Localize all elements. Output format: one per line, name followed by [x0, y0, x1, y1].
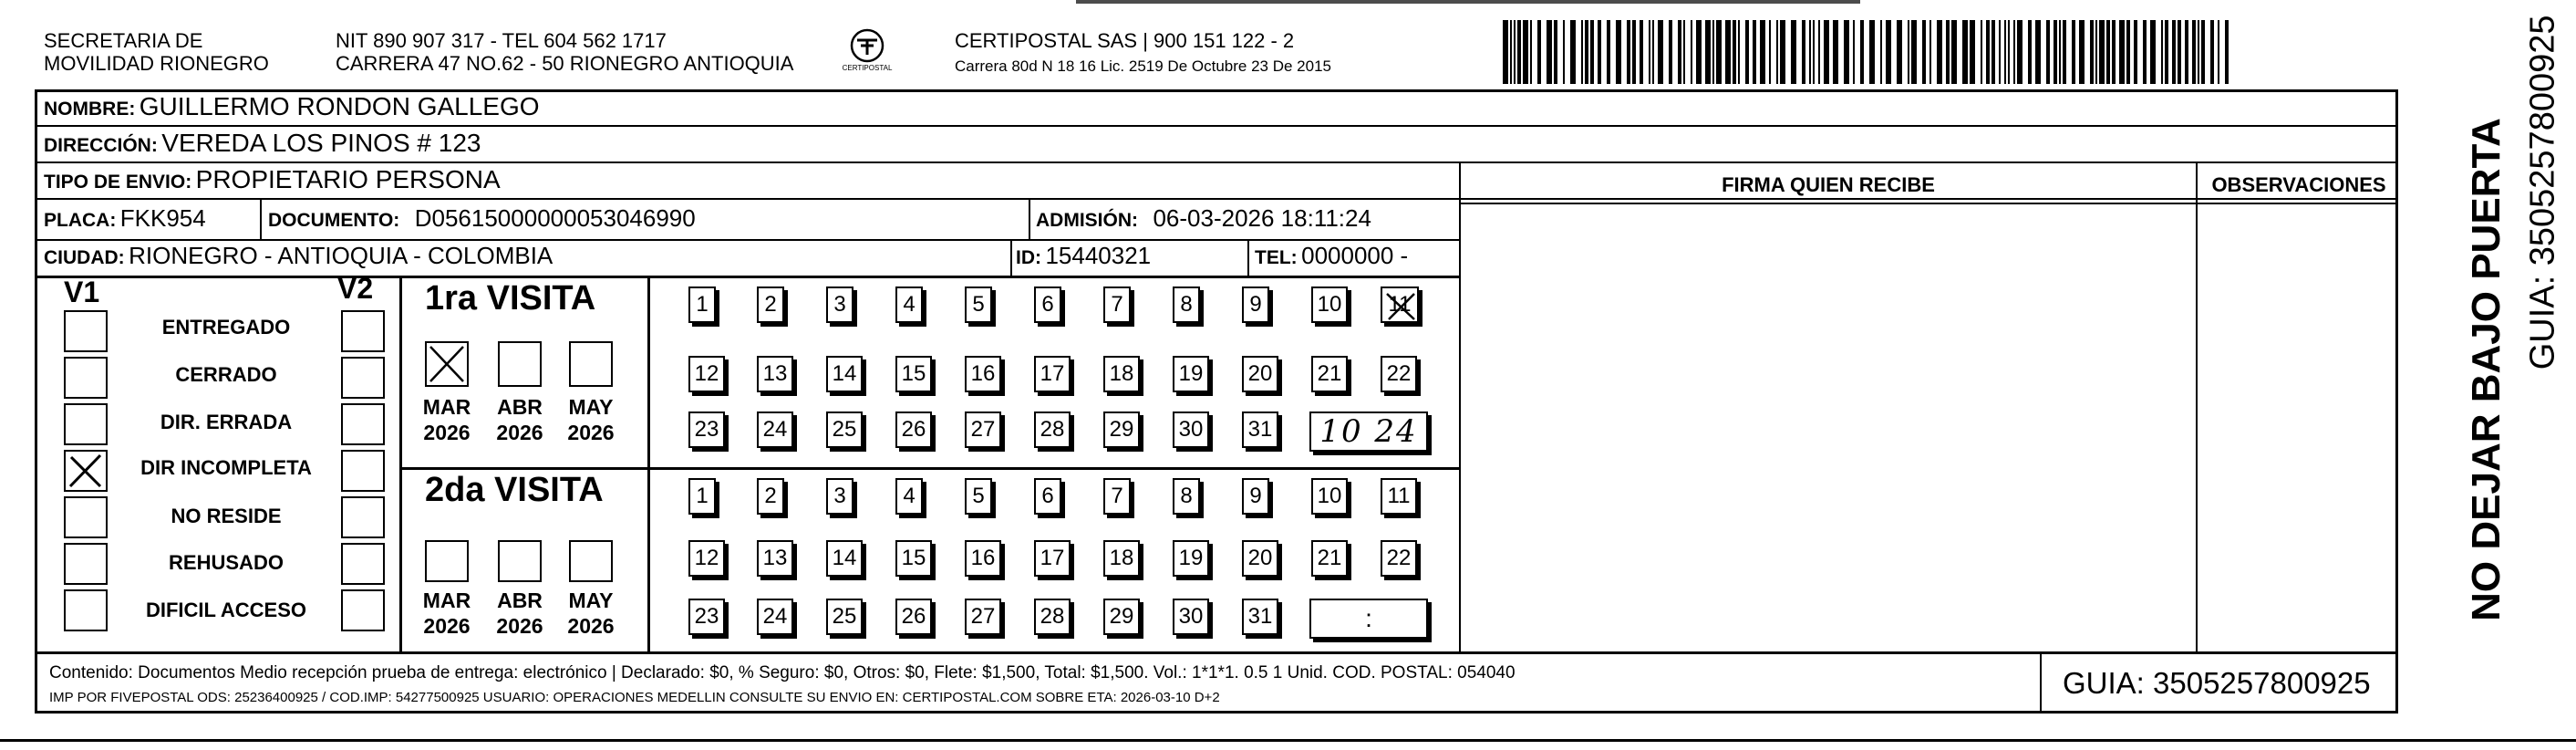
- document-label: DOCUMENTO:: [268, 210, 400, 231]
- second-visit-day-30[interactable]: 30: [1173, 599, 1209, 635]
- bottom-edge: [0, 739, 2576, 742]
- id-label: ID:: [1016, 247, 1041, 268]
- first-visit-day-8[interactable]: 8: [1173, 286, 1200, 323]
- second-visit-day-3[interactable]: 3: [826, 478, 853, 515]
- first-visit-day-17[interactable]: 17: [1034, 356, 1071, 392]
- observations-area[interactable]: [2198, 204, 2396, 650]
- first-visit-day-30[interactable]: 30: [1173, 411, 1209, 448]
- v1-checkbox-dificil-acceso[interactable]: [64, 589, 108, 631]
- first-visit-day-1[interactable]: 1: [688, 286, 716, 323]
- first-visit-day-2[interactable]: 2: [757, 286, 784, 323]
- first-visit-title: 1ra VISITA: [425, 279, 596, 318]
- name-row: [44, 92, 540, 121]
- second-visit-day-10[interactable]: 10: [1311, 478, 1348, 515]
- document-value: D05615000000053046990: [414, 204, 696, 232]
- first-visit-day-3[interactable]: 3: [826, 286, 853, 323]
- admission-label: ADMISIÓN:: [1036, 210, 1138, 231]
- first-visit-day-25[interactable]: 25: [826, 411, 863, 448]
- first-visit-day-24[interactable]: 24: [757, 411, 793, 448]
- first-visit-day-20[interactable]: 20: [1242, 356, 1278, 392]
- v2-checkbox-rehusado[interactable]: [341, 543, 385, 585]
- second-visit-day-9[interactable]: 9: [1242, 478, 1269, 515]
- id-value: 15440321: [1045, 242, 1152, 269]
- first-visit-day-12[interactable]: 12: [688, 356, 725, 392]
- second-visit-title: 2da VISITA: [425, 471, 604, 509]
- v2-label: V2: [337, 272, 374, 305]
- second-visit-day-7[interactable]: 7: [1103, 478, 1131, 515]
- second-visit-day-2[interactable]: 2: [757, 478, 784, 515]
- id-field: [1016, 242, 1151, 270]
- plate-label: PLACA:: [44, 210, 117, 231]
- top-edge-marks: [1076, 0, 1860, 4]
- status-label-rehusado: REHUSADO: [169, 551, 284, 574]
- first-visit-month-mar-checkbox[interactable]: [425, 341, 469, 387]
- city-value: RIONEGRO - ANTIOQUIA - COLOMBIA: [129, 242, 553, 269]
- v2-checkbox-dir-errada[interactable]: [341, 403, 385, 445]
- first-visit-day-18[interactable]: 18: [1103, 356, 1140, 392]
- v2-checkbox-dificil-acceso[interactable]: [341, 589, 385, 631]
- first-visit-day-21[interactable]: 21: [1311, 356, 1348, 392]
- first-visit-time-field[interactable]: [1309, 411, 1428, 452]
- status-label-cerrado: CERRADO: [175, 363, 277, 386]
- v1-label: V1: [64, 276, 100, 308]
- second-visit-day-27[interactable]: 27: [965, 599, 1001, 635]
- first-visit-day-23[interactable]: 23: [688, 411, 725, 448]
- first-visit-day-15[interactable]: 15: [895, 356, 932, 392]
- second-visit-day-17[interactable]: 17: [1034, 540, 1071, 577]
- first-visit-day-6[interactable]: 6: [1034, 286, 1061, 323]
- footer-content-line: Contenido: Documentos Medio recepción prueba de entrega: electrónico | Declarado: $0, % Seguro: $0, Otros: $0, Flete: $1,500, Total: $1,500. Vol.: 1*1*1. 0.5 1 Unid. COD. POSTAL: 054040: [49, 663, 1516, 682]
- certipostal-logo-icon: [839, 27, 895, 75]
- first-visit-time-value: 10 24: [1319, 413, 1418, 450]
- check-mark-icon: [66, 452, 106, 490]
- second-visit-day-26[interactable]: 26: [895, 599, 932, 635]
- v2-checkbox-entregado[interactable]: [341, 310, 385, 352]
- admission-field: [1036, 204, 1371, 233]
- second-visit-day-20[interactable]: 20: [1242, 540, 1278, 577]
- first-visit-day-13[interactable]: 13: [757, 356, 793, 392]
- status-label-entregado: ENTREGADO: [161, 316, 291, 339]
- footer-print-info: IMP POR FIVEPOSTAL ODS: 25236400925 / COD.IMP: 54277500925 USUARIO: OPERACIONES MEDELLIN CONSULTE SU ENVIO EN: CERTIPOSTAL.COM SOBRE ETA: 2026-03-10 D+2: [49, 690, 1220, 705]
- v1-checkbox-cerrado[interactable]: [64, 357, 108, 399]
- first-visit-month-mar: MAR 2026: [422, 395, 471, 444]
- name-label: NOMBRE:: [44, 99, 136, 120]
- no-dejar-bajo-puerta: NO DEJAR BAJO PUERTA: [2464, 118, 2509, 621]
- v1-checkbox-rehusado[interactable]: [64, 543, 108, 585]
- first-visit-day-19[interactable]: 19: [1173, 356, 1209, 392]
- first-visit-day-28[interactable]: 28: [1034, 411, 1071, 448]
- side-guide-number: GUIA: 3505257800925: [2523, 15, 2562, 370]
- sender-name-line1: SECRETARIA DE: [44, 29, 203, 52]
- first-visit-day-4[interactable]: 4: [895, 286, 923, 323]
- second-visit-month-may-checkbox[interactable]: [569, 540, 613, 582]
- second-visit-day-6[interactable]: 6: [1034, 478, 1061, 515]
- first-visit-month-abr-checkbox[interactable]: [498, 341, 542, 387]
- first-visit-day-27[interactable]: 27: [965, 411, 1001, 448]
- second-visit-time-field[interactable]: [1309, 599, 1428, 639]
- address-label: DIRECCIÓN:: [44, 135, 158, 156]
- status-label-dir-incompleta: DIR INCOMPLETA: [140, 456, 312, 479]
- first-visit-month-may-checkbox[interactable]: [569, 341, 613, 387]
- shipment-type-row: [44, 165, 501, 194]
- second-visit-day-28[interactable]: 28: [1034, 599, 1071, 635]
- second-visit-day-12[interactable]: 12: [688, 540, 725, 577]
- second-visit-month-may: MAY 2026: [567, 589, 615, 638]
- first-visit-day-9[interactable]: 9: [1242, 286, 1269, 323]
- v1-checkbox-no-reside[interactable]: [64, 496, 108, 538]
- admission-value: 06-03-2026 18:11:24: [1153, 204, 1371, 232]
- first-visit-day-11[interactable]: 11: [1381, 286, 1419, 323]
- second-visit-day-25[interactable]: 25: [826, 599, 863, 635]
- plate-field: [44, 204, 206, 233]
- first-visit-day-26[interactable]: 26: [895, 411, 932, 448]
- second-visit-day-4[interactable]: 4: [895, 478, 923, 515]
- status-label-no-reside: NO RESIDE: [171, 505, 282, 527]
- second-visit-month-abr: ABR 2026: [496, 589, 543, 638]
- tel-field: [1255, 242, 1408, 270]
- second-visit-month-mar-checkbox[interactable]: [425, 540, 469, 582]
- address-row: [44, 129, 481, 158]
- second-visit-day-1[interactable]: 1: [688, 478, 716, 515]
- tel-value: 0000000 -: [1301, 242, 1409, 269]
- second-visit-day-11[interactable]: 11: [1381, 478, 1417, 515]
- second-visit-day-31[interactable]: 31: [1242, 599, 1278, 635]
- plate-value: FKK954: [119, 204, 206, 232]
- check-mark-icon: [1383, 290, 1420, 323]
- logo-caption: CERTIPOSTAL: [842, 64, 893, 72]
- footer-guide-number: GUIA: 3505257800925: [2063, 666, 2371, 700]
- second-visit-month-abr-checkbox[interactable]: [498, 540, 542, 582]
- first-visit-day-14[interactable]: 14: [826, 356, 863, 392]
- shipment-type: PROPIETARIO PERSONA: [195, 165, 501, 193]
- second-visit-day-22[interactable]: 22: [1381, 540, 1417, 577]
- carrier-name: CERTIPOSTAL SAS | 900 151 122 - 2: [955, 29, 1295, 52]
- side-warning-block: [2418, 15, 2562, 630]
- first-visit-day-10[interactable]: 10: [1311, 286, 1348, 323]
- second-visit-day-14[interactable]: 14: [826, 540, 863, 577]
- v2-checkbox-dir-incompleta[interactable]: [341, 450, 385, 492]
- city-field: [44, 242, 553, 270]
- second-visit-month-mar: MAR 2026: [422, 589, 471, 638]
- second-visit-day-5[interactable]: 5: [965, 478, 992, 515]
- first-visit-day-7[interactable]: 7: [1103, 286, 1131, 323]
- second-visit-day-29[interactable]: 29: [1103, 599, 1140, 635]
- document-field: [268, 204, 696, 233]
- v1-checkbox-dir-incompleta[interactable]: [64, 450, 108, 492]
- first-visit-day-22[interactable]: 22: [1381, 356, 1417, 392]
- tel-label: TEL:: [1255, 247, 1298, 268]
- check-mark-icon: [427, 343, 467, 385]
- second-visit-day-19[interactable]: 19: [1173, 540, 1209, 577]
- second-visit-day-16[interactable]: 16: [965, 540, 1001, 577]
- signature-area[interactable]: [1461, 204, 2194, 650]
- city-label: CIUDAD:: [44, 247, 125, 268]
- barcode: [1503, 20, 2232, 84]
- carrier-license: Carrera 80d N 18 16 Lic. 2519 De Octubre 23 De 2015: [955, 57, 1331, 75]
- second-visit-day-18[interactable]: 18: [1103, 540, 1140, 577]
- first-visit-month-may: MAY 2026: [567, 395, 615, 444]
- observations-column-header: OBSERVACIONES: [2211, 173, 2386, 196]
- second-visit-day-15[interactable]: 15: [895, 540, 932, 577]
- v2-checkbox-cerrado[interactable]: [341, 357, 385, 399]
- status-label-dir-errada: DIR. ERRADA: [160, 411, 293, 433]
- sender-nit: NIT 890 907 317 - TEL 604 562 1717: [336, 29, 667, 52]
- signature-column-header: FIRMA QUIEN RECIBE: [1722, 173, 1935, 196]
- second-visit-day-8[interactable]: 8: [1173, 478, 1200, 515]
- status-label-dificil-acceso: DIFICIL ACCESO: [145, 599, 306, 621]
- first-visit-day-16[interactable]: 16: [965, 356, 1001, 392]
- v2-checkbox-no-reside[interactable]: [341, 496, 385, 538]
- first-visit-month-abr: ABR 2026: [496, 395, 543, 444]
- recipient-address: VEREDA LOS PINOS # 123: [161, 129, 481, 157]
- second-visit-day-23[interactable]: 23: [688, 599, 725, 635]
- sender-name-line2: MOVILIDAD RIONEGRO: [44, 52, 269, 75]
- sender-address: CARRERA 47 NO.62 - 50 RIONEGRO ANTIOQUIA: [336, 52, 794, 75]
- first-visit-day-5[interactable]: 5: [965, 286, 992, 323]
- second-visit-day-21[interactable]: 21: [1311, 540, 1348, 577]
- v1-checkbox-dir-errada[interactable]: [64, 403, 108, 445]
- first-visit-day-29[interactable]: 29: [1103, 411, 1140, 448]
- second-visit-time-placeholder: :: [1365, 604, 1372, 632]
- recipient-name: GUILLERMO RONDON GALLEGO: [139, 92, 540, 120]
- shipment-type-label: TIPO DE ENVIO:: [44, 172, 192, 193]
- second-visit-day-24[interactable]: 24: [757, 599, 793, 635]
- v1-checkbox-entregado[interactable]: [64, 310, 108, 352]
- second-visit-day-13[interactable]: 13: [757, 540, 793, 577]
- first-visit-day-31[interactable]: 31: [1242, 411, 1278, 448]
